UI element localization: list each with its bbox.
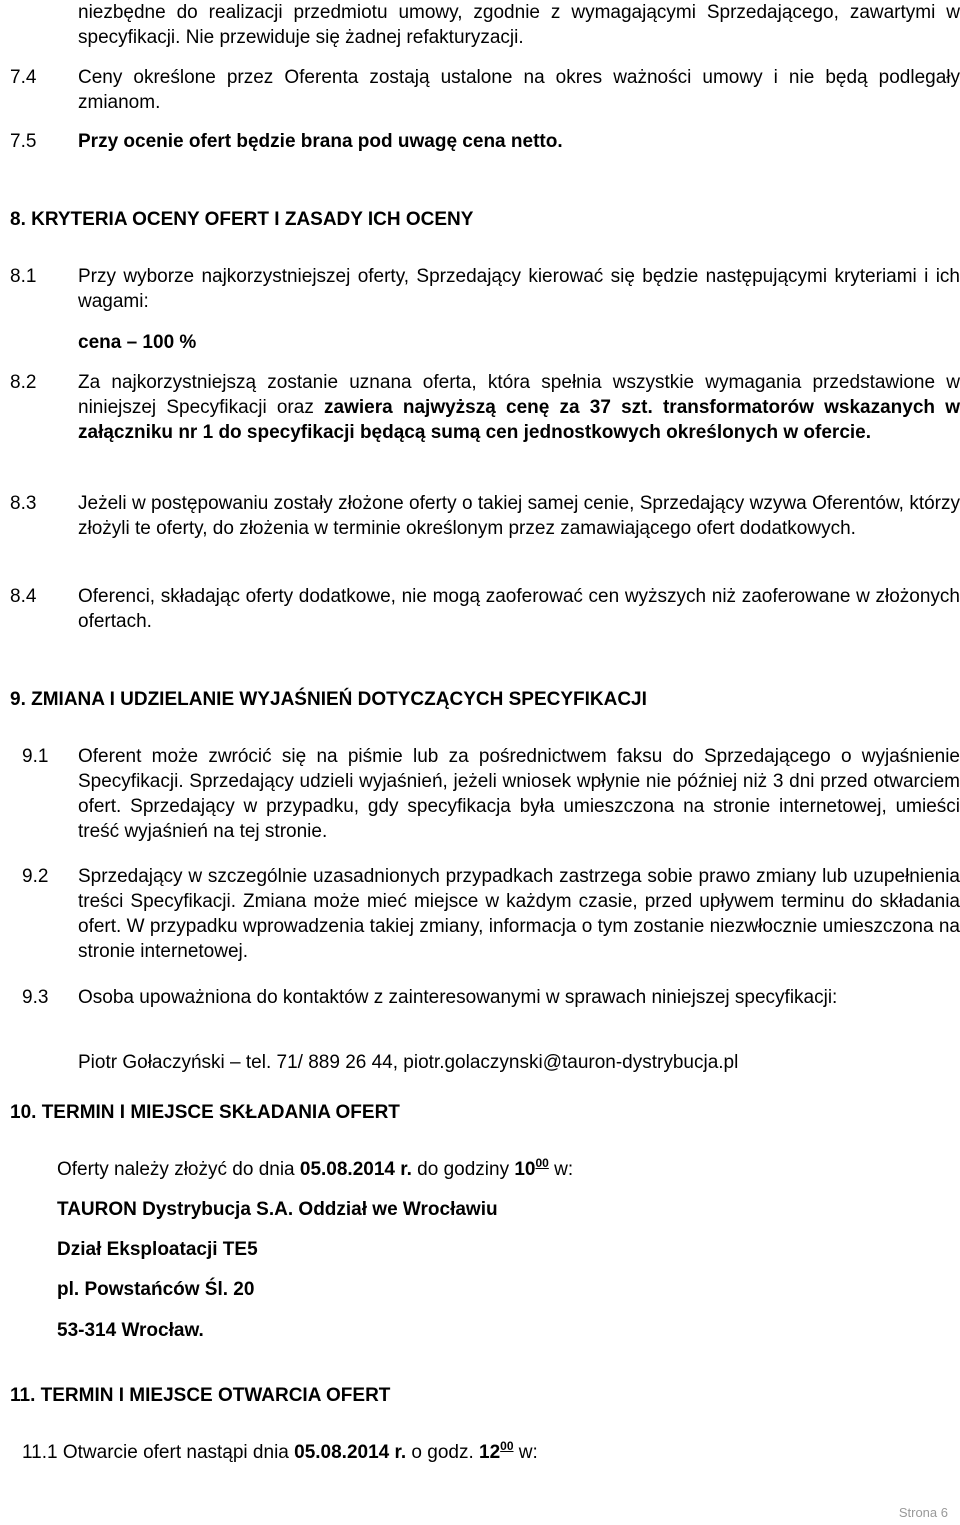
section-text-bold: zawiera najwyższą cenę za 37 szt. transformatorów wskazanych w załączniku nr 1 do specyfikacji będącą sumą cen jednostkowych określonych w ofercie. — [78, 397, 960, 443]
section-text — [78, 370, 960, 445]
address-line-3: pl. Powstańców Śl. 20 — [57, 1279, 255, 1300]
section-number: 9.1 — [22, 746, 49, 767]
opening-prefix: 11.1 Otwarcie ofert nastąpi dnia — [22, 1442, 295, 1463]
section-text-plain: Za najkorzystniejszą zostanie uznana oferta, która spełnia wszystkie wymagania przedstawione w niniejszej Specyfikacji oraz — [78, 372, 960, 418]
section-number: 8.1 — [10, 266, 37, 287]
section-text: Ceny określone przez Oferenta zostają ustalone na okres ważności umowy i nie będą podlegały zmianom. — [78, 67, 960, 113]
section-number: 9.3 — [22, 987, 49, 1008]
intro-text: niezbędne do realizacji przedmiotu umowy, zgodnie z wymagającymi Sprzedającego, zawartymi w specyfikacji. Nie przewiduje się żadnej refakturyzacji. — [78, 2, 960, 48]
deadline-suffix: w: — [548, 1159, 574, 1180]
section-text: Jeżeli w postępowaniu zostały złożone oferty o takiej samej cenie, Sprzedający wzywa Oferentów, którzy złożyli te oferty, do złożenia w terminie określonym przez zamawiającego ofert dodatkowych. — [78, 493, 960, 539]
address-line-4: 53-314 Wrocław. — [57, 1320, 204, 1341]
criterion-price: cena – 100 % — [78, 332, 197, 353]
section-text: Oferenci, składając oferty dodatkowe, nie mogą zaoferować cen wyższych niż zaoferowane w złożonych ofertach. — [78, 586, 960, 632]
deadline-hour: 10 — [514, 1159, 536, 1180]
opening-date-value: 05.08.2014 r. — [294, 1442, 407, 1463]
opening-minutes: 00 — [500, 1439, 514, 1453]
section-text: Przy ocenie ofert będzie brana pod uwagę cena netto. — [78, 131, 563, 152]
section-number: 8.3 — [10, 493, 37, 514]
heading-section-10: 10. TERMIN I MIEJSCE SKŁADANIA OFERT — [10, 1102, 400, 1123]
heading-section-8: 8. KRYTERIA OCENY OFERT I ZASADY ICH OCENY — [10, 209, 474, 230]
section-number: 8.4 — [10, 586, 37, 607]
deadline-prefix: Oferty należy złożyć do dnia — [57, 1159, 300, 1180]
section-text: Sprzedający w szczególnie uzasadnionych przypadkach zastrzega sobie prawo zmiany lub uzupełnienia treści Specyfikacji. Zmiana może mieć miejsce w każdym czasie, przed upływem terminu do składania ofert. W przypadku wprowadzenia takiej zmiany, informacja o tym zostanie niezwłocznie umieszczona na stronie internetowej. — [78, 866, 960, 962]
opening-hour: 12 — [479, 1442, 501, 1463]
deadline-mid: do godziny — [411, 1159, 515, 1180]
section-text: Przy wyborze najkorzystniejszej oferty, Sprzedający kierować się będzie następującymi kryteriami i ich wagami: — [78, 266, 960, 312]
section-number: 8.2 — [10, 372, 37, 393]
section-number: 7.4 — [10, 67, 37, 88]
page-number: Strona 6 — [898, 1505, 948, 1520]
section-text: Osoba upoważniona do kontaktów z zainteresowanymi w sprawach niniejszej specyfikacji: — [78, 987, 838, 1008]
opening-suffix: w: — [513, 1442, 538, 1463]
section-number: 7.5 — [10, 131, 37, 152]
address-line-2: Dział Eksploatacji TE5 — [57, 1239, 258, 1260]
section-text: Oferent może zwrócić się na piśmie lub za pośrednictwem faksu do Sprzedającego o wyjaśnienie Specyfikacji. Sprzedający udzieli wyjaśnień, jeżeli wniosek wpłynie nie później niż 3 dni przed otwarciem ofert. Sprzedający w przypadku, gdy specyfikacja była umieszczona na stronie internetowej, umieści treść wyjaśnień na tej stronie. — [78, 746, 960, 842]
submission-deadline — [57, 1157, 573, 1182]
opening-mid: o godz. — [406, 1442, 480, 1463]
address-line-1: TAURON Dystrybucja S.A. Oddział we Wrocławiu — [57, 1199, 498, 1220]
contact-person: Piotr Gołaczyński – tel. 71/ 889 26 44, piotr.golaczynski@tauron-dystrybucja.pl — [78, 1052, 739, 1073]
section-number: 9.2 — [22, 866, 49, 887]
heading-section-9: 9. ZMIANA I UDZIELANIE WYJAŚNIEŃ DOTYCZĄCYCH SPECYFIKACJI — [10, 689, 647, 710]
deadline-date: 05.08.2014 r. — [299, 1159, 412, 1180]
opening-date — [22, 1440, 538, 1465]
deadline-minutes: 00 — [535, 1156, 549, 1170]
heading-section-11: 11. TERMIN I MIEJSCE OTWARCIA OFERT — [10, 1385, 391, 1406]
